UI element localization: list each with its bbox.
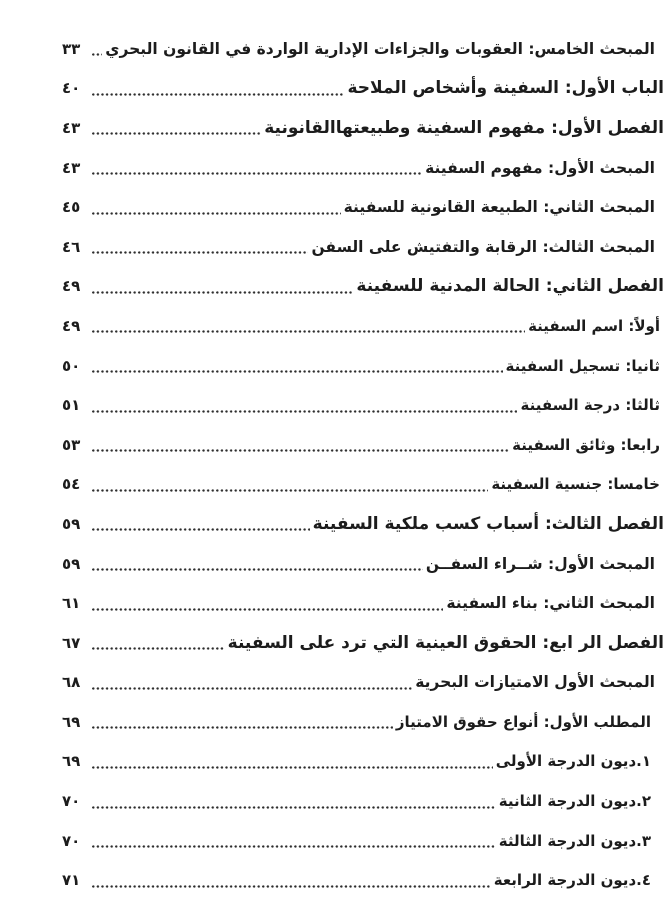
toc-entry-page-number: ٧١ bbox=[62, 871, 81, 890]
toc-entry-page-number: ٧٠ bbox=[62, 792, 81, 811]
toc-list bbox=[62, 29, 664, 900]
toc-entry bbox=[62, 306, 664, 346]
toc-entry-page-number: ٤٠ bbox=[62, 79, 81, 98]
dotted-leader bbox=[92, 370, 503, 373]
dotted-leader bbox=[92, 647, 225, 650]
toc-entry-title: الفصل الر ابع: الحقوق العينية التي ترد على السفينة bbox=[227, 632, 664, 653]
dotted-leader bbox=[92, 489, 488, 492]
toc-entry-page-number: ٤٣ bbox=[62, 158, 81, 177]
dotted-leader bbox=[92, 212, 341, 215]
toc-entry bbox=[62, 346, 664, 386]
dotted-leader bbox=[92, 687, 412, 690]
dotted-leader bbox=[92, 410, 517, 413]
toc-entry-page-number: ٣٣ bbox=[62, 39, 81, 58]
toc-entry-page-number: ٥٤ bbox=[62, 475, 81, 494]
dotted-leader bbox=[92, 53, 102, 56]
toc-entry bbox=[62, 108, 664, 148]
toc-entry-title: المبحث الثاني: بناء السفينة bbox=[446, 594, 655, 613]
toc-entry bbox=[62, 227, 664, 267]
toc-entry-title: المبحث الثاني: الطبيعة القانونية للسفينة bbox=[343, 198, 655, 217]
dotted-leader bbox=[92, 330, 525, 333]
toc-entry-title: الباب الأول: السفينة وأشخاص الملاحة bbox=[347, 78, 664, 99]
toc-entry-title: المبحث الأول: مفهوم السفينة bbox=[425, 158, 655, 177]
toc-entry-title: المبحث الثالث: الرقابة والتفتيش على السفن bbox=[311, 237, 655, 256]
dotted-leader bbox=[92, 608, 443, 611]
toc-entry-title: ٤.ديون الدرجة الرابعة bbox=[493, 871, 651, 890]
toc-entry-page-number: ٦٩ bbox=[62, 712, 81, 731]
toc-entry-page-number: ٥٠ bbox=[62, 356, 81, 375]
toc-entry-title: المبحث الأول: شــراء السفــن bbox=[425, 554, 655, 573]
dotted-leader bbox=[92, 568, 423, 571]
toc-entry-title: ١.ديون الدرجة الأولى bbox=[495, 752, 651, 771]
toc-entry-title: ٢.ديون الدرجة الثانية bbox=[498, 792, 651, 811]
toc-entry-title: المبحث الأول الامتيازات البحرية bbox=[415, 673, 655, 692]
toc-entry-title: المطلب الأول: أنواع حقوق الامتياز bbox=[395, 712, 651, 731]
toc-entry-title: رابعا: وثائق السفينة bbox=[512, 435, 660, 454]
toc-entry-page-number: ٦١ bbox=[62, 594, 81, 613]
toc-entry-page-number: ٤٩ bbox=[62, 277, 81, 296]
toc-entry bbox=[62, 385, 664, 425]
toc-entry-page-number: ٤٩ bbox=[62, 316, 81, 335]
toc-entry bbox=[62, 663, 664, 703]
toc-entry-title: الفصل الثاني: الحالة المدنية للسفينة bbox=[356, 276, 664, 297]
toc-entry-page-number: ٤٣ bbox=[62, 118, 81, 137]
toc-entry bbox=[62, 504, 664, 544]
toc-entry bbox=[62, 781, 664, 821]
toc-entry-page-number: ٧٠ bbox=[62, 831, 81, 850]
toc-entry-page-number: ٦٨ bbox=[62, 673, 81, 692]
toc-entry bbox=[62, 742, 664, 782]
dotted-leader bbox=[92, 251, 308, 254]
dotted-leader bbox=[92, 93, 344, 96]
dotted-leader bbox=[92, 291, 353, 294]
toc-entry-title: ٣.ديون الدرجة الثالثة bbox=[498, 831, 651, 850]
toc-entry bbox=[62, 187, 664, 227]
toc-entry bbox=[62, 425, 664, 465]
dotted-leader bbox=[92, 449, 509, 452]
dotted-leader bbox=[92, 845, 496, 848]
toc-entry-title: خامسا: جنسية السفينة bbox=[491, 475, 660, 494]
toc-entry-page-number: ٥٩ bbox=[62, 554, 81, 573]
dotted-leader bbox=[92, 766, 493, 769]
toc-entry-page-number: ٦٧ bbox=[62, 633, 81, 652]
toc-entry bbox=[62, 544, 664, 584]
dotted-leader bbox=[92, 726, 393, 729]
toc-entry bbox=[62, 860, 664, 900]
toc-entry-page-number: ٥٩ bbox=[62, 514, 81, 533]
dotted-leader bbox=[92, 528, 310, 531]
toc-entry-page-number: ٥١ bbox=[62, 396, 81, 415]
dotted-leader bbox=[92, 806, 496, 809]
toc-entry-page-number: ٤٦ bbox=[62, 237, 81, 256]
toc-entry bbox=[62, 583, 664, 623]
dotted-leader bbox=[92, 132, 261, 135]
dotted-leader bbox=[92, 885, 491, 888]
toc-entry-title: الفصل الأول: مفهوم السفينة وطبيعتهاالقانونية bbox=[264, 117, 664, 138]
toc-entry-page-number: ٤٥ bbox=[62, 198, 81, 217]
toc-entry bbox=[62, 702, 664, 742]
toc-entry bbox=[62, 69, 664, 109]
toc-entry bbox=[62, 267, 664, 307]
toc-entry bbox=[62, 148, 664, 188]
toc-entry-title: الفصل الثالث: أسباب كسب ملكية السفينة bbox=[312, 513, 664, 534]
toc-entry-title: ثانيا: تسجيل السفينة bbox=[505, 356, 660, 375]
toc-entry-title: المبحث الخامس: العقوبات والجزاءات الإدارية الواردة في القانون البحري bbox=[105, 39, 655, 58]
toc-entry bbox=[62, 29, 664, 69]
dotted-leader bbox=[92, 172, 422, 175]
toc-entry-page-number: ٦٩ bbox=[62, 752, 81, 771]
toc-entry-page-number: ٥٣ bbox=[62, 435, 81, 454]
toc-entry-title: ثالثا: درجة السفينة bbox=[520, 396, 660, 415]
toc-entry-title: أولاً: اسم السفينة bbox=[528, 316, 660, 335]
toc-entry bbox=[62, 465, 664, 505]
toc-entry bbox=[62, 623, 664, 663]
toc-entry bbox=[62, 821, 664, 861]
